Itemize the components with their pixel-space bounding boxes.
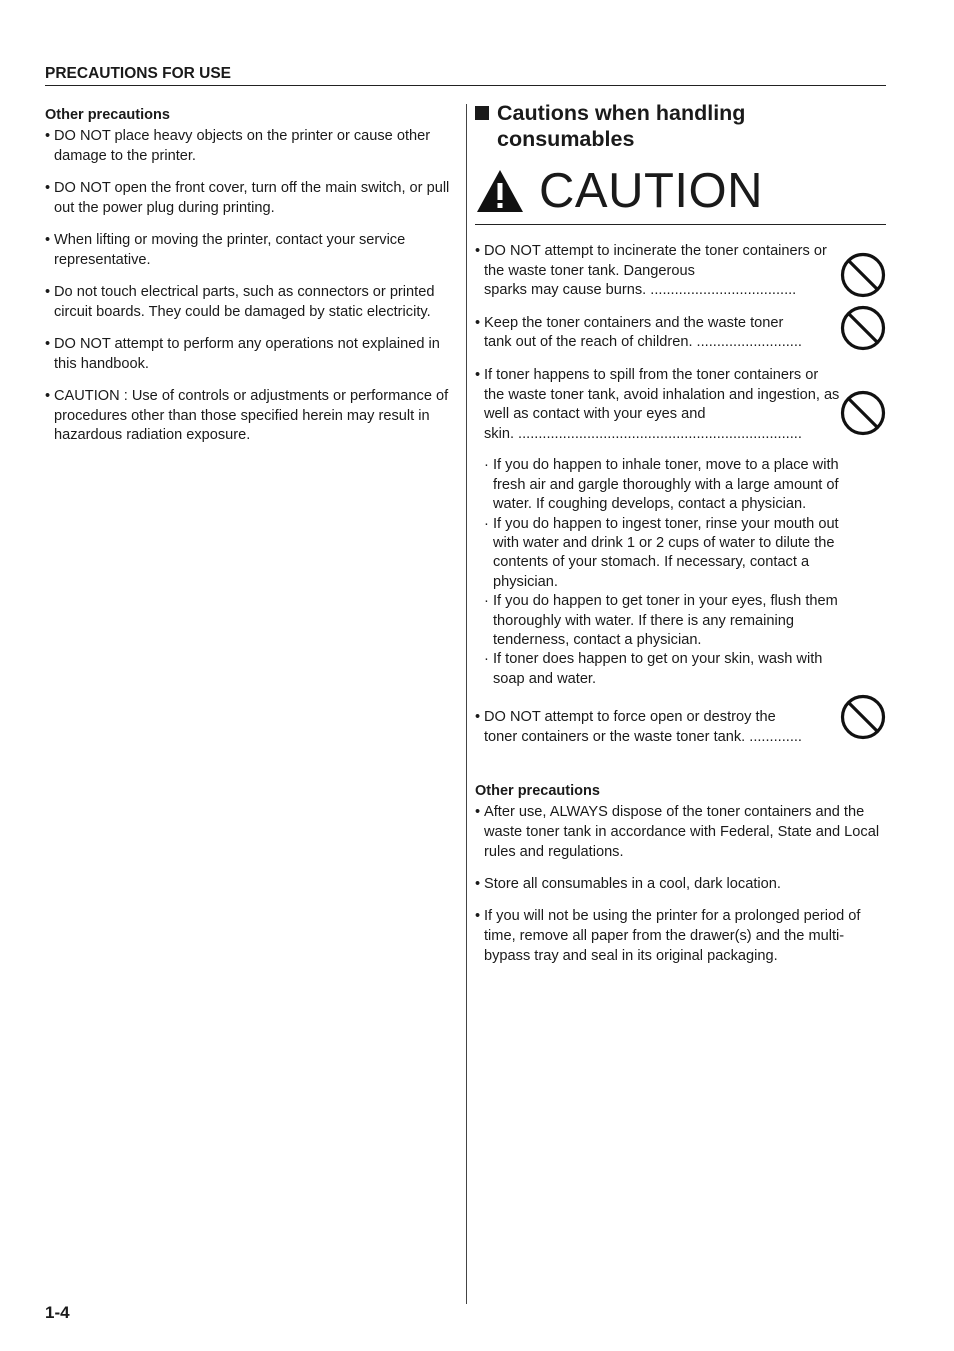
caution-item-body: DO NOT attempt to force open or destroy the xyxy=(484,709,776,726)
caution-item-leader: tank out of the reach of children. .......................... xyxy=(484,334,802,351)
list-item: · If you do happen to ingest toner, rinse your mouth out with water and drink 1 or 2 cups of water to dilute the contents of your stomach. If necessary, contact a physician. xyxy=(484,515,841,593)
header-rule xyxy=(45,85,886,86)
left-precautions-list xyxy=(45,127,455,446)
list-item: · If you do happen to inhale toner, move to a place with fresh air and gargle thoroughly with a large amount of water. If coughing develops, contact a physician. xyxy=(484,456,841,514)
right-other-precautions-list xyxy=(475,803,886,966)
caution-item-force-open xyxy=(475,708,886,747)
caution-label: CAUTION xyxy=(539,164,763,218)
section-title-text: Cautions when handling consumables xyxy=(497,101,746,151)
caution-item-body: If toner happens to spill from the toner containers or the waste toner tank, avoid inhalation and ingestion, as well as contact with your eyes and xyxy=(484,366,840,423)
caution-item-text xyxy=(475,708,841,747)
list-item: • DO NOT open the front cover, turn off the main switch, or pull out the power plug during printing. xyxy=(45,179,455,218)
warning-triangle-icon xyxy=(475,168,525,214)
other-precautions-heading: Other precautions xyxy=(45,107,170,123)
column-divider xyxy=(466,104,467,1304)
spill-first-aid-list xyxy=(475,456,841,689)
caution-item-text xyxy=(475,242,841,301)
caution-item-leader: skin. ...................................................................... xyxy=(484,425,802,442)
prohibited-icon xyxy=(840,305,886,351)
caution-item-spill xyxy=(475,366,886,444)
caution-item-text xyxy=(475,314,841,353)
caution-item-leader: sparks may cause burns. .................................... xyxy=(484,282,797,299)
right-column xyxy=(475,100,886,979)
prohibited-icon xyxy=(840,694,886,740)
caution-item-body: Keep the toner containers and the waste toner xyxy=(484,314,784,331)
list-item: • If you will not be using the printer for a prolonged period of time, remove all paper from the drawer(s) and the multi-bypass tray and seal in its original packaging. xyxy=(475,907,886,966)
list-item: • When lifting or moving the printer, contact your service representative. xyxy=(45,231,455,270)
other-precautions-heading: Other precautions xyxy=(475,783,600,800)
caution-item-body: DO NOT attempt to incinerate the toner containers or the waste toner tank. Dangerous xyxy=(484,243,827,279)
list-item: · If you do happen to get toner in your eyes, flush them thoroughly with water. If there is any remaining tenderness, contact a physician. xyxy=(484,592,841,650)
list-item: • DO NOT attempt to perform any operations not explained in this handbook. xyxy=(45,335,455,374)
caution-rule xyxy=(475,224,886,225)
prohibited-icon xyxy=(840,390,886,436)
list-item: • CAUTION : Use of controls or adjustments or performance of procedures other than those specified herein may result in hazardous radiation exposure. xyxy=(45,387,455,446)
square-bullet-icon xyxy=(475,106,489,120)
caution-item-children xyxy=(475,314,886,353)
caution-item-text xyxy=(475,366,841,444)
left-column xyxy=(45,106,455,459)
list-item: · If toner does happen to get on your skin, wash with soap and water. xyxy=(484,650,841,689)
caution-banner xyxy=(475,164,886,218)
list-item: • After use, ALWAYS dispose of the toner containers and the waste toner tank in accordance with Federal, State and Local rules and regulations. xyxy=(475,803,886,862)
page-header-title: PRECAUTIONS FOR USE xyxy=(45,65,232,82)
list-item: • Store all consumables in a cool, dark location. xyxy=(475,875,886,895)
prohibited-icon xyxy=(840,252,886,298)
page-number: 1-4 xyxy=(45,1303,70,1322)
caution-item-incinerate xyxy=(475,242,886,301)
section-title xyxy=(475,100,886,152)
caution-item-leader: toner containers or the waste toner tank. ............. xyxy=(484,728,802,745)
list-item: • DO NOT place heavy objects on the printer or cause other damage to the printer. xyxy=(45,127,455,166)
list-item: • Do not touch electrical parts, such as connectors or printed circuit boards. They could be damaged by static electricity. xyxy=(45,283,455,322)
